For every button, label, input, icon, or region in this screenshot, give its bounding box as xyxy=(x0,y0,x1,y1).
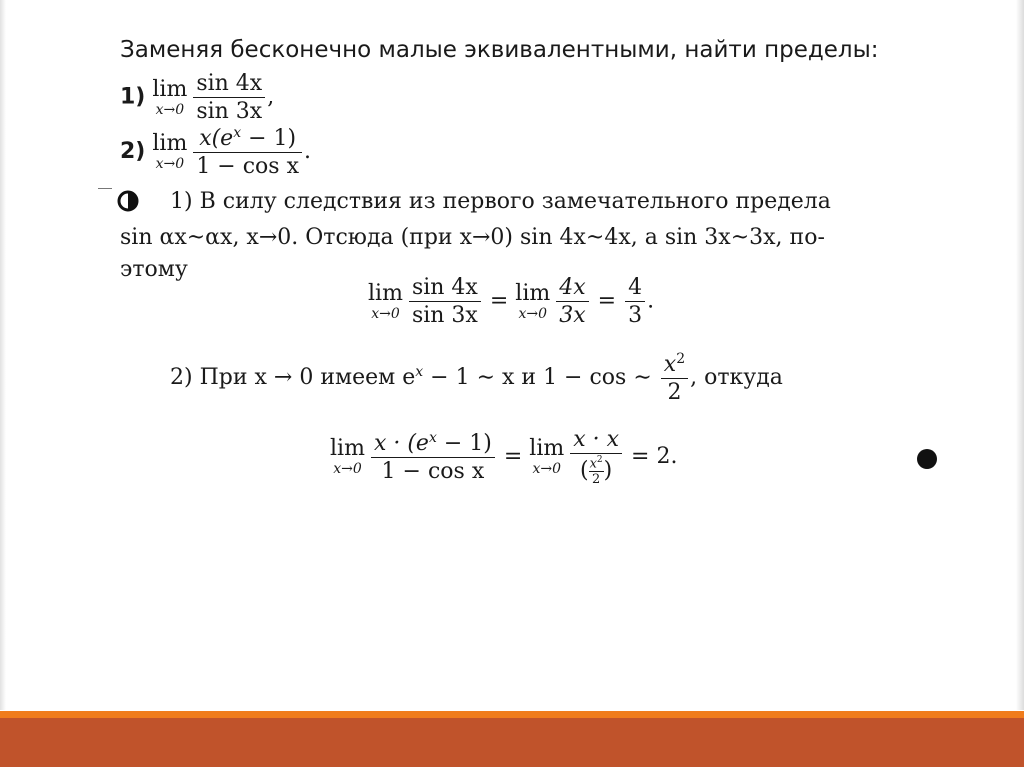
margin-mark xyxy=(98,188,112,189)
solution-1-line-2: sin αx~αx, x→0. Отсюда (при x→0) sin 4x~4x, а sin 3x~3x, по- xyxy=(120,225,825,250)
solution-2-formula: lim x→0 $\frac{x \cdot (e^x - 1)}{\text{1 − cos x}}$ = lim x→0 x · x ( $\frac{x^2}{2}$ ) = 2. xyxy=(330,427,678,488)
problem-1-label: 1) xyxy=(120,84,146,110)
problem-1: 1) lim x→0 $\frac{\sin 4x}{\sin 3x}$ , xyxy=(120,71,275,125)
slide-left-shadow xyxy=(0,0,6,710)
solution-1-line-3: этому xyxy=(120,257,188,282)
footer-accent-stripe xyxy=(0,711,1024,718)
footer-bar xyxy=(0,718,1024,767)
solution-start-icon xyxy=(117,190,139,212)
problem-heading: Заменяя бесконечно малые эквивалентными, найти пределы: xyxy=(120,37,879,63)
problem-1-limit: lim x→0 xyxy=(152,76,188,118)
solution-2-fraction: $\frac{x^2}{2}$ xyxy=(661,352,688,404)
formula-2-fraction-2: x · x ( $\frac{x^2}{2}$ ) xyxy=(570,428,622,486)
solution-1-formula: lim x→0 $\frac{\sin 4x}{\sin 3x}$ = lim x→0 $\frac{4x}{3x}$ = $\frac{4}{3}$ . xyxy=(368,275,655,329)
solution-1-line-1: 1) В силу следствия из первого замечательного предела xyxy=(170,189,831,214)
problem-2: 2) lim x→0 $\frac{x(e^x - 1)}{\text{1 − cos x}}$ . xyxy=(120,125,311,180)
solution-end-icon xyxy=(917,449,937,469)
formula-1-fraction-1: $\frac{\sin 4x}{\sin 3x}$ xyxy=(409,276,481,327)
problem-2-label: 2) xyxy=(120,139,146,165)
formula-1-fraction-2: $\frac{4x}{3x}$ xyxy=(556,276,588,327)
slide-right-shadow xyxy=(1016,0,1024,710)
formula-1-fraction-3: $\frac{4}{3}$ xyxy=(625,276,645,327)
solution-2-line: 2) При x → 0 имеем $e^x - 1$ ∼ x и 1 − cos ∼ $\frac{x^2}{2}$ , откуда xyxy=(170,351,783,406)
formula-2-fraction-1: $\frac{x \cdot (e^x - 1)}{\text{1 − cos x}}$ xyxy=(371,431,495,483)
problem-2-fraction: $\frac{x(e^x - 1)}{\text{1 − cos x}}$ xyxy=(193,126,302,178)
problem-1-fraction: $\frac{\sin 4x}{\sin 3x}$ xyxy=(193,72,265,123)
problem-2-limit: lim x→0 xyxy=(152,131,188,173)
